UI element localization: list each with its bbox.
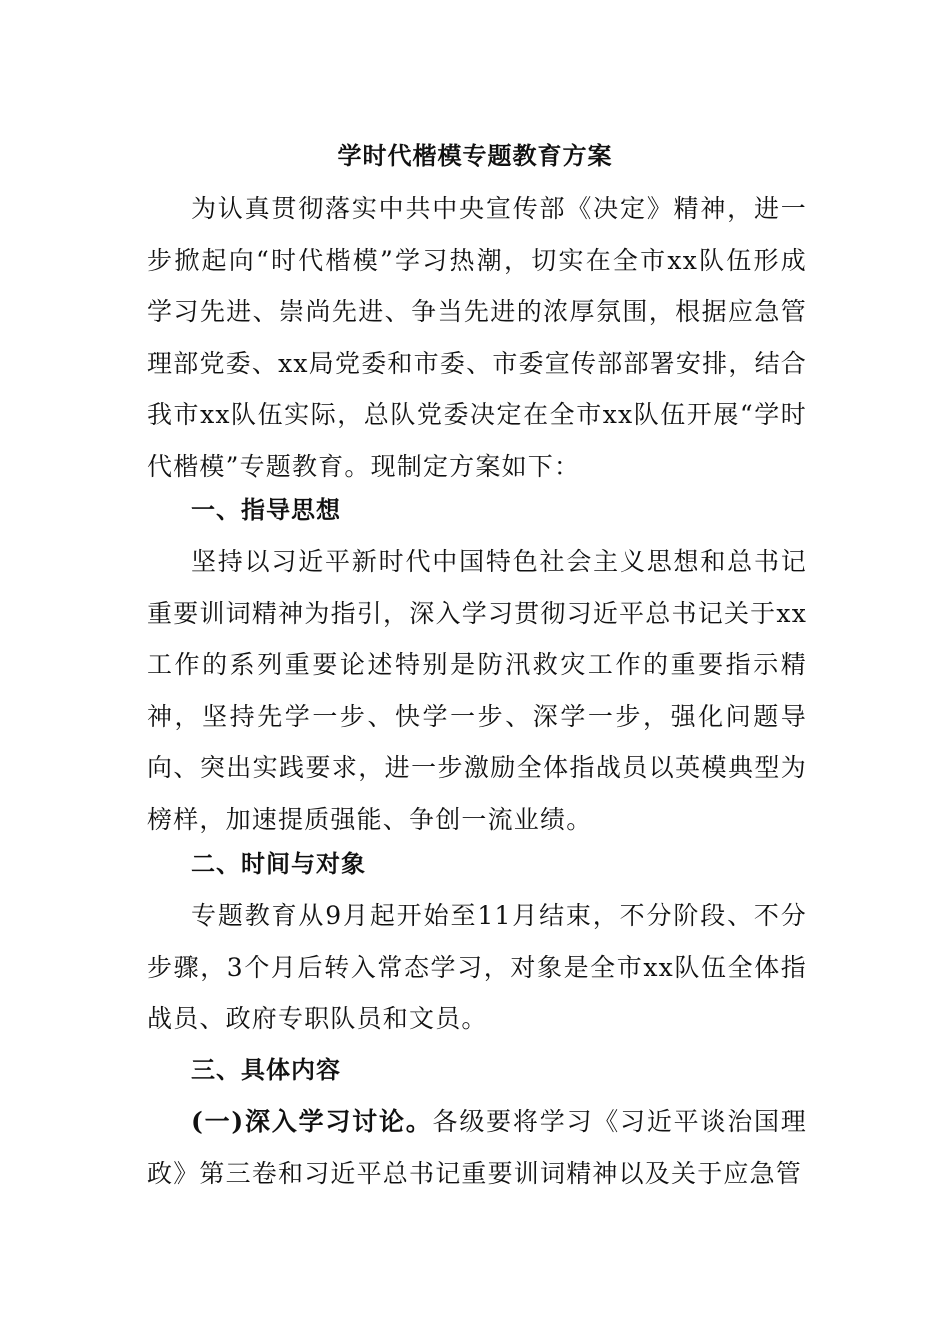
section-heading-content: 三、具体内容 xyxy=(191,1055,341,1084)
sub-body-study-discussion: 各级要将学习《习近平谈治国理政》第三卷和习近平总书记重要训词精神以及关于应急管 xyxy=(147,1107,807,1188)
section-heading-time-and-target: 二、时间与对象 xyxy=(191,849,366,878)
section-body-guiding-thought: 坚持以习近平新时代中国特色社会主义思想和总书记重要训词精神为指引，深入学习贯彻习近平总书记关于xx工作的系列重要论述特别是防汛救灾工作的重要指示精神，坚持先学一步、快学一步、深学一步，强化问题导向、突出实践要求，进一步激励全体指战员以英模典型为榜样，加速提质强能、争创一流业绩。 xyxy=(147,547,807,834)
intro-paragraph: 为认真贯彻落实中共中央宣传部《决定》精神，进一步掀起向“时代楷模”学习热潮，切实在全市xx队伍形成学习先进、崇尚先进、争当先进的浓厚氛围，根据应急管理部党委、xx局党委和市委、市委宣传部部署安排，结合我市xx队伍实际，总队党委决定在全市xx队伍开展“学时代楷模”专题教育。现制定方案如下： xyxy=(147,194,807,481)
sub-heading-study-discussion: (一)深入学习讨论。 xyxy=(191,1107,433,1136)
section-body-content xyxy=(147,1096,807,1199)
document-title: 学时代楷模专题教育方案 xyxy=(337,141,613,170)
section-heading-guiding-thought: 一、指导思想 xyxy=(191,495,341,524)
section-body-time-and-target: 专题教育从9月起开始至11月结束，不分阶段、不分步骤，3个月后转入常态学习，对象是全市xx队伍全体指战员、政府专职队员和文员。 xyxy=(147,901,807,1033)
